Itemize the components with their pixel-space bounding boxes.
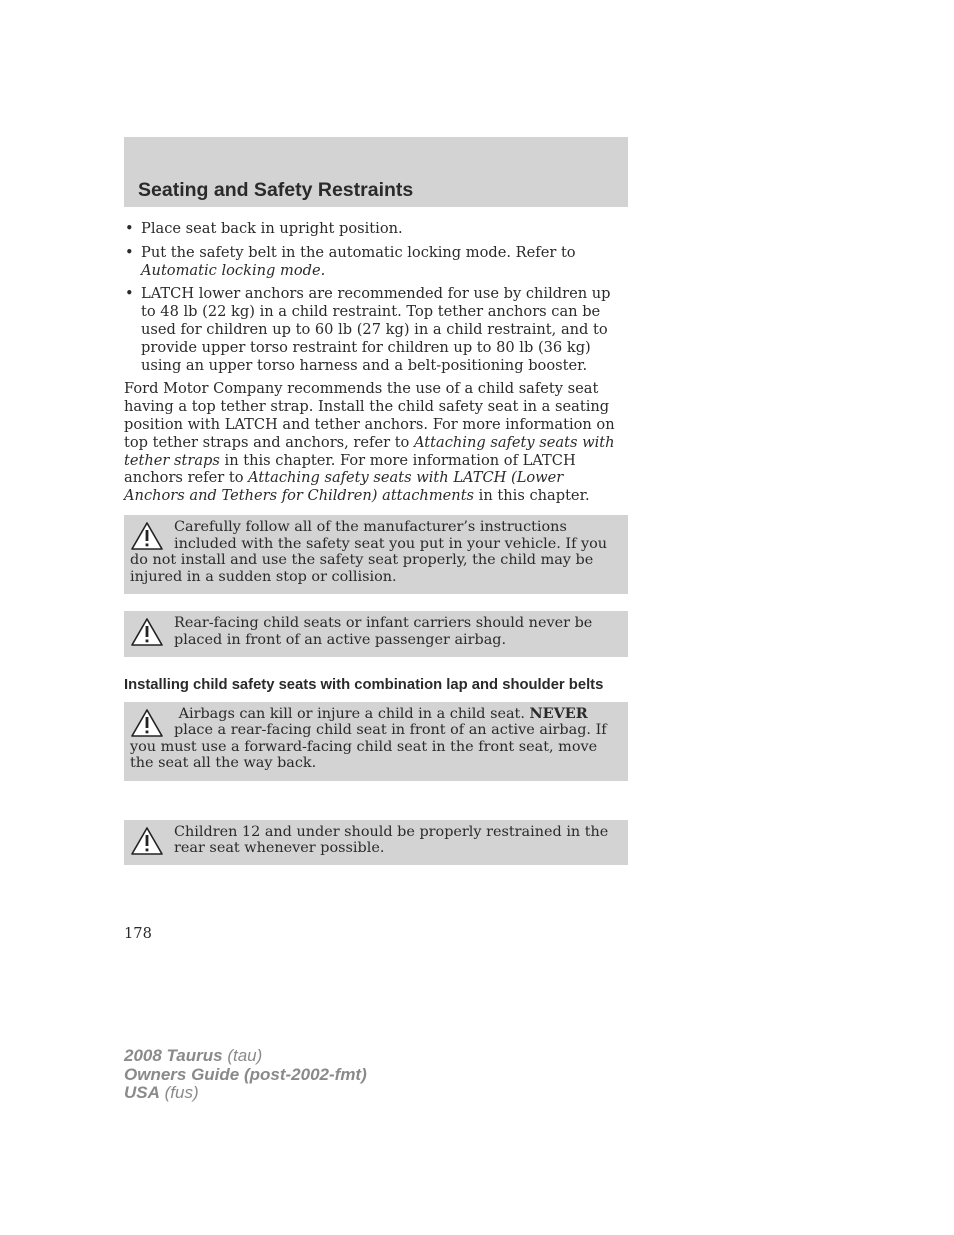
list-item: • Put the safety belt in the automatic locking mode. Refer to Automatic locking mode. [124,244,628,280]
body-paragraph: Ford Motor Company recommends the use of a child safety seat having a top tether strap. Install the child safety seat in a seating position with LATCH and tether anchors. For more information on top tether straps and anchors, refer to Attaching safety seats with tether straps in this chapter. For more information of LATCH anchors refer to Attaching safety seats with LATCH (Lower Anchors and Tethers for Children) attachments in this chapter. [124,380,615,505]
warning-text: Airbags can kill or injure a child in a child seat. NEVER place a rear-facing child seat in front of an active airbag. If you must use a forward-facing child seat in the front seat, move the seat all the way back. [130,704,607,772]
warning-triangle-icon [130,826,164,856]
warning-triangle-icon [130,617,164,647]
page-number: 178 [124,925,152,942]
warning-text: Rear-facing child seats or infant carriers should never be placed in front of an active passenger airbag. [174,615,593,648]
list-item: • LATCH lower anchors are recommended for use by children up to 48 lb (22 kg) in a child restraint. Top tether anchors can be used for children up to 60 lb (27 kg) in a child restraint, and to provide upper torso restraint for children up to 80 lb (36 kg) using an upper torso harness and a belt-positioning booster. [124,285,628,374]
document-footer: 2008 Taurus (tau) Owners Guide (post-2002-fmt) USA (fus) [124,1046,367,1103]
section-title: Seating and Safety Restraints [138,179,414,201]
warning-box [124,515,628,594]
warning-triangle-icon [130,708,164,738]
warning-box [124,702,628,781]
emphasis-never: NEVER [529,704,588,722]
cross-reference: Automatic locking mode [141,261,321,279]
warning-box [124,820,628,865]
cross-reference: Attaching safety seats with tether straps [124,433,615,469]
list-item: • Place seat back in upright position. [124,220,628,238]
warning-text: Carefully follow all of the manufacturer’s instructions included with the safety seat you put in your vehicle. If you do not install and use the safety seat properly, the child may be injured in a sudden stop or collision. [130,518,608,585]
subheading: Installing child safety seats with combination lap and shoulder belts [124,676,604,693]
cross-reference: Attaching safety seats with LATCH (Lower Anchors and Tethers for Children) attachments [124,469,564,505]
warning-triangle-icon [130,521,164,551]
page-content [124,220,628,865]
section-header [124,137,628,207]
warning-text: Children 12 and under should be properly restrained in the rear seat whenever possible. [174,823,609,857]
warning-box [124,611,628,656]
bullet-list [124,220,628,374]
